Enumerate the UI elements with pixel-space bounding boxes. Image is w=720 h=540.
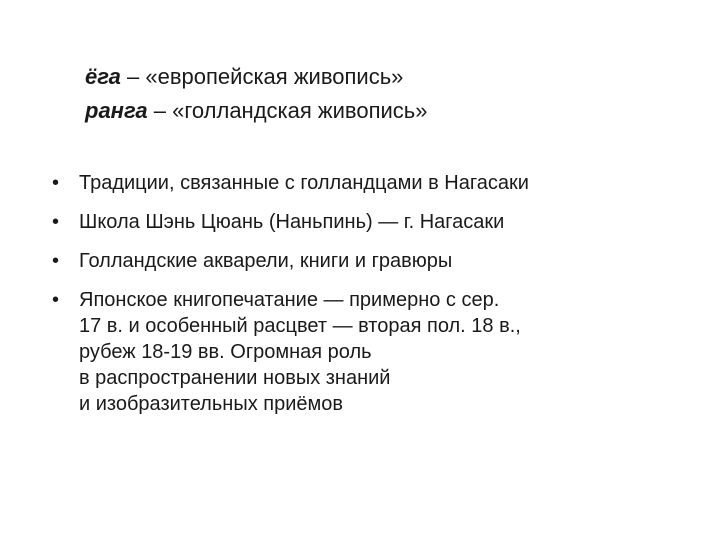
bullet-icon: • — [52, 250, 60, 272]
title-term: ранга — [85, 98, 148, 123]
title-line-ranga — [85, 94, 685, 128]
bullet-item — [52, 248, 692, 274]
bullet-text: и изобразительных приёмов — [79, 393, 343, 415]
bullet-text: Голландские акварели, книги и гравюры — [79, 250, 453, 272]
bullet-item — [52, 209, 692, 235]
bullet-list — [52, 170, 692, 430]
bullet-text: рубеж 18-19 вв. Огромная роль — [79, 341, 372, 363]
bullet-text: 17 в. и особенный расцвет — вторая пол. 18 в., — [79, 315, 521, 337]
slide-title — [85, 60, 685, 128]
bullet-text: Японское книгопечатание — примерно с сер. — [79, 289, 500, 311]
bullet-item — [52, 287, 692, 417]
bullet-icon: • — [52, 289, 60, 311]
title-definition: – «европейская живопись» — [120, 64, 404, 89]
bullet-text: Школа Шэнь Цюань (Наньпинь) — г. Нагасаки — [79, 211, 505, 233]
bullet-text: в распространении новых знаний — [79, 367, 391, 389]
title-term: ёга — [85, 64, 121, 89]
title-definition: – «голландская живопись» — [147, 98, 428, 123]
title-line-yoga — [85, 60, 685, 94]
bullet-icon: • — [52, 211, 60, 233]
bullet-text: Традиции, связанные с голландцами в Нагасаки — [79, 172, 529, 194]
bullet-item — [52, 170, 692, 196]
bullet-icon: • — [52, 172, 60, 194]
